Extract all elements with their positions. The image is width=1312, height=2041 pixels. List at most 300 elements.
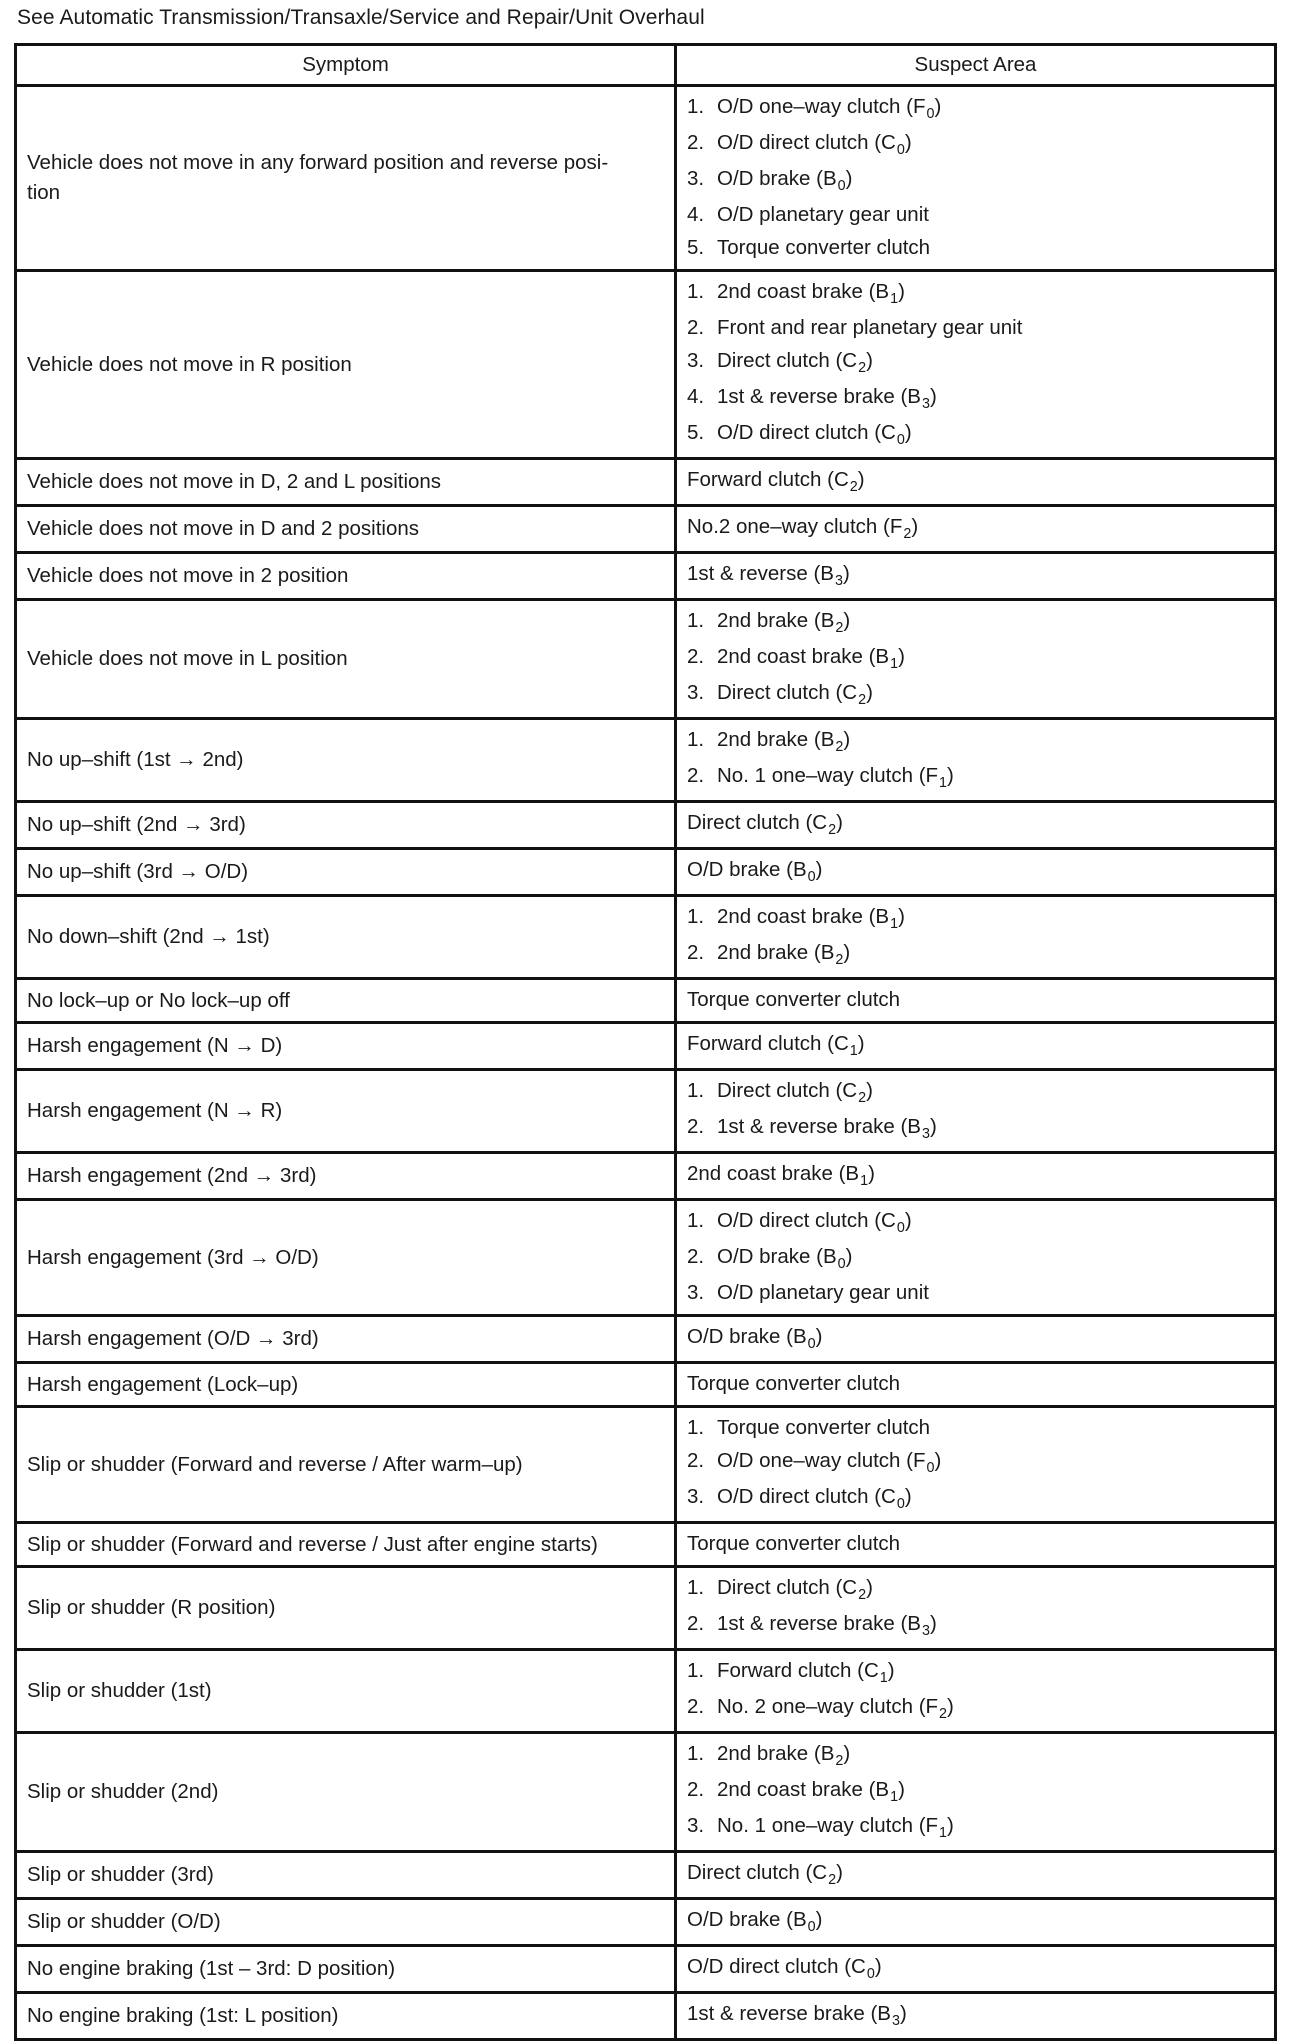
suspect-area-cell [676,271,1276,459]
suspect-text-end: ) [947,1814,954,1837]
symptom-text: Harsh engagement (3rd → O/D) [27,1245,319,1269]
item-number: 1. [687,280,705,303]
item-number: 2. [687,131,705,154]
suspect-area-cell [676,1733,1276,1852]
suspect-text: O/D direct clutch (C [687,1955,866,1978]
suspect-text-end: ) [815,858,823,881]
component-subscript: 0 [896,1220,905,1237]
suspect-item [687,1856,1264,1892]
suspect-item [687,1157,1264,1193]
suspect-text-end: ) [898,645,905,668]
table-row [16,1899,1276,1946]
symptom-cell [16,802,676,849]
component-subscript: 3 [921,1126,930,1143]
component-subscript: 0 [896,432,905,449]
symptom-cell [16,1153,676,1200]
item-number: 4. [687,385,705,408]
suspect-area-cell [676,506,1276,553]
table-row [16,1567,1276,1650]
table-row [16,1733,1276,1852]
table-row [16,1852,1276,1899]
component-subscript: 0 [896,142,905,159]
component-subscript: 0 [807,1336,816,1353]
suspect-text: No. 2 one–way clutch (F [717,1695,939,1718]
suspect-item [687,416,1264,452]
column-header-suspect-area: Suspect Area [676,45,1276,86]
symptom-cell [16,86,676,271]
suspect-item [687,1809,1264,1845]
suspect-area-cell [676,1200,1276,1316]
suspect-text: O/D one–way clutch (F [717,1449,926,1472]
suspect-item [687,1240,1264,1276]
suspect-item [687,275,1264,311]
suspect-area-cell [676,553,1276,600]
table-row [16,1993,1276,2040]
suspect-text-end: ) [911,515,919,538]
suspect-item [687,759,1264,795]
suspect-item [687,1997,1264,2033]
symptom-cell [16,1899,676,1946]
symptom-text: Slip or shudder (1st) [27,1679,212,1702]
suspect-text: 2nd coast brake (B [717,905,890,928]
suspect-text-end: ) [836,1861,843,1884]
table-row [16,600,1276,719]
component-subscript: 2 [828,822,837,839]
item-number: 1. [687,1209,705,1232]
item-number: 4. [687,203,705,226]
symptom-text: Slip or shudder (R position) [27,1596,276,1619]
suspect-text: Direct clutch (C [717,1079,858,1102]
suspect-area-cell [676,719,1276,802]
table-row [16,802,1276,849]
item-number: 1. [687,1659,705,1682]
suspect-text: O/D brake (B [717,167,837,190]
suspect-area-cell [676,600,1276,719]
suspect-item [687,640,1264,676]
symptom-text: Slip or shudder (2nd) [27,1780,219,1803]
suspect-text-end: ) [898,1778,905,1801]
symptom-text: No engine braking (1st – 3rd: D position) [27,1957,396,1980]
suspect-item [687,510,1264,546]
suspect-text: 2nd coast brake (B [717,645,890,668]
item-number: 2. [687,1695,705,1718]
suspect-text: No.2 one–way clutch (F [687,515,903,538]
symptom-cell [16,1650,676,1733]
symptom-text: Slip or shudder (Forward and reverse / After warm–up) [27,1452,523,1476]
suspect-text: 2nd coast brake (B [717,280,890,303]
suspect-text-end: ) [842,562,850,585]
suspect-text-end: ) [904,1209,912,1232]
component-subscript: 0 [807,1919,816,1936]
suspect-text-end: ) [898,280,905,303]
table-row [16,1070,1276,1153]
symptom-cell [16,1523,676,1567]
symptom-cell [16,1363,676,1407]
suspect-text: O/D direct clutch (C [717,1485,896,1508]
suspect-area-cell [676,1650,1276,1733]
suspect-item [687,1737,1264,1773]
suspect-text-end: ) [845,167,853,190]
item-number: 2. [687,645,705,668]
suspect-text: O/D brake (B [687,1325,807,1348]
suspect-area-cell [676,1316,1276,1363]
component-subscript: 1 [890,656,899,673]
suspect-item [687,126,1264,162]
suspect-item [687,90,1264,126]
suspect-text: Direct clutch (C [687,811,828,834]
symptom-text: No up–shift (2nd → 3rd) [27,813,246,836]
suspect-text: Direct clutch (C [717,1576,858,1599]
item-number: 3. [687,1814,705,1837]
column-header-symptom: Symptom [16,45,676,86]
suspect-item [687,1110,1264,1146]
suspect-text: 1st & reverse brake (B [717,385,921,408]
symptom-cell [16,896,676,979]
item-number: 5. [687,421,705,444]
item-number: 3. [687,681,705,704]
item-number: 2. [687,941,705,964]
suspect-text: 2nd brake (B [717,609,835,632]
symptom-text: No up–shift (1st → 2nd) [27,748,244,771]
suspect-item [687,1690,1264,1726]
item-number: 1. [687,1416,705,1439]
suspect-text-end: ) [934,95,942,118]
suspect-item [687,1411,1264,1444]
suspect-text: 2nd coast brake (B [687,1162,860,1185]
symptom-text: Vehicle does not move in L position [27,647,348,670]
suspect-area-cell [676,802,1276,849]
suspect-text: Forward clutch (C [687,468,849,491]
component-subscript: 2 [835,1753,844,1770]
component-subscript: 1 [939,1825,948,1842]
suspect-text: Forward clutch (C [717,1659,879,1682]
table-row [16,86,1276,271]
suspect-text: O/D planetary gear unit [717,1281,929,1304]
component-subscript: 1 [890,1789,899,1806]
symptom-text: No engine braking (1st: L position) [27,2004,339,2027]
table-row [16,849,1276,896]
suspect-text: O/D brake (B [717,1245,837,1268]
suspect-item [687,162,1264,198]
symptom-text: Vehicle does not move in 2 position [27,564,349,587]
item-number: 2. [687,1115,705,1138]
suspect-text: O/D brake (B [687,858,807,881]
component-subscript: 0 [807,869,816,886]
suspect-item [687,1607,1264,1643]
suspect-text: Direct clutch (C [717,681,858,704]
symptom-text: Slip or shudder (O/D) [27,1910,221,1933]
suspect-item [687,604,1264,640]
symptom-text: Vehicle does not move in D, 2 and L positions [27,470,442,493]
table-row [16,553,1276,600]
component-subscript: 1 [890,291,899,308]
table-row [16,506,1276,553]
component-subscript: 3 [921,1623,930,1640]
suspect-item [687,1074,1264,1110]
suspect-text-end: ) [845,1245,853,1268]
suspect-text: 1st & reverse (B [687,562,834,585]
item-number: 1. [687,905,705,928]
suspect-text: Front and rear planetary gear unit [717,316,1023,339]
suspect-text-end: ) [843,1742,851,1765]
item-number: 2. [687,1612,705,1635]
suspect-text-end: ) [866,1079,873,1102]
suspect-text: O/D direct clutch (C [717,1209,896,1232]
table-row [16,1153,1276,1200]
item-number: 2. [687,764,705,787]
item-number: 2. [687,1449,705,1472]
suspect-item [687,853,1264,889]
symptom-cell [16,719,676,802]
suspect-area-cell [676,979,1276,1023]
suspect-text-end: ) [899,2002,907,2025]
symptom-text: Slip or shudder (Forward and reverse / Just after engine starts) [27,1532,598,1556]
component-subscript: 2 [858,1090,867,1107]
suspect-area-cell [676,1946,1276,1993]
suspect-text: 2nd coast brake (B [717,1778,890,1801]
symptom-text: No lock–up or No lock–up off [27,988,290,1012]
table-row [16,1650,1276,1733]
item-number: 1. [687,1742,705,1765]
component-subscript: 2 [858,360,867,377]
symptom-text: Vehicle does not move in R position [27,352,352,376]
suspect-text-end: ) [843,941,851,964]
suspect-item [687,380,1264,416]
symptom-cell [16,1993,676,2040]
suspect-text-end: ) [947,764,954,787]
suspect-text-end: ) [934,1449,942,1472]
suspect-text: O/D planetary gear unit [717,203,929,226]
symptom-text: Harsh engagement (O/D → 3rd) [27,1327,319,1350]
symptom-cell [16,1567,676,1650]
item-number: 1. [687,1576,705,1599]
suspect-item [687,463,1264,499]
suspect-text-end: ) [929,1115,937,1138]
symptom-text: Harsh engagement (N → D) [27,1034,283,1057]
symptom-cell [16,600,676,719]
suspect-item [687,936,1264,972]
suspect-item [687,311,1264,344]
component-subscript: 1 [879,1670,888,1687]
suspect-item [687,1027,1264,1063]
component-subscript: 1 [849,1043,858,1060]
suspect-text: Torque converter clutch [717,1416,931,1439]
suspect-area-cell [676,1567,1276,1650]
suspect-item [687,1320,1264,1356]
suspect-text: O/D direct clutch (C [717,421,896,444]
table-header-row [16,45,1276,86]
suspect-area-cell [676,849,1276,896]
suspect-text: No. 1 one–way clutch (F [717,1814,939,1837]
symptom-text: Harsh engagement (Lock–up) [27,1372,299,1396]
component-subscript: 1 [939,775,948,792]
component-subscript: 2 [828,1872,837,1889]
symptom-cell [16,849,676,896]
suspect-text-end: ) [836,811,843,834]
symptom-text: No up–shift (3rd → O/D) [27,860,249,883]
table-row [16,1316,1276,1363]
suspect-text-end: ) [874,1955,882,1978]
symptom-text: Harsh engagement (2nd → 3rd) [27,1164,317,1187]
suspect-item [687,1444,1264,1480]
symptom-text: Slip or shudder (3rd) [27,1863,214,1886]
symptom-text: Harsh engagement (N → R) [27,1099,283,1122]
suspect-area-cell [676,1070,1276,1153]
suspect-text-end: ) [887,1659,895,1682]
suspect-area-cell [676,1523,1276,1567]
table-row [16,719,1276,802]
table-row [16,1407,1276,1523]
suspect-item [687,806,1264,842]
item-number: 3. [687,1281,705,1304]
suspect-text: 2nd brake (B [717,941,835,964]
table-row [16,1946,1276,1993]
suspect-text: 1st & reverse brake (B [687,2002,891,2025]
symptom-cell [16,1946,676,1993]
item-number: 1. [687,728,705,751]
component-subscript: 2 [835,952,844,969]
suspect-area-cell [676,1023,1276,1070]
suspect-item [687,1276,1264,1309]
suspect-text-end: ) [815,1325,823,1348]
suspect-item [687,723,1264,759]
suspect-item [687,1773,1264,1809]
component-subscript: 0 [837,1256,846,1273]
component-subscript: 1 [890,916,899,933]
component-subscript: 3 [834,573,843,590]
suspect-text: 1st & reverse brake (B [717,1612,921,1635]
suspect-text: O/D one–way clutch (F [717,95,926,118]
item-number: 2. [687,316,705,339]
symptom-text: Vehicle does not move in D and 2 positions [27,517,420,540]
suspect-text-end: ) [947,1695,954,1718]
suspect-text-end: ) [929,1612,937,1635]
symptom-cell [16,1407,676,1523]
suspect-text: O/D brake (B [687,1908,807,1931]
symptom-cell [16,553,676,600]
suspect-area-cell [676,1153,1276,1200]
item-number: 1. [687,1079,705,1102]
suspect-area-cell [676,1407,1276,1523]
reference-note: See Automatic Transmission/Transaxle/Service and Repair/Unit Overhaul [17,6,705,29]
suspect-text-end: ) [904,131,912,154]
symptom-cell [16,1023,676,1070]
table-row [16,1363,1276,1407]
suspect-text: No. 1 one–way clutch (F [717,764,939,787]
item-number: 3. [687,167,705,190]
suspect-item [687,231,1264,264]
suspect-item [687,1950,1264,1986]
suspect-text-end: ) [815,1908,823,1931]
suspect-text-end: ) [866,1576,873,1599]
component-subscript: 2 [939,1706,948,1723]
suspect-area-cell [676,86,1276,271]
table-row [16,1023,1276,1070]
symptom-cell [16,1316,676,1363]
suspect-item [687,1903,1264,1939]
table-row [16,979,1276,1023]
item-number: 3. [687,349,705,372]
suspect-item [687,1480,1264,1516]
suspect-item [687,1571,1264,1607]
symptom-cell [16,1200,676,1316]
suspect-area-cell [676,459,1276,506]
suspect-area-cell [676,1993,1276,2040]
component-subscript: 0 [837,178,846,195]
item-number: 2. [687,1778,705,1801]
suspect-text: Torque converter clutch [687,1372,901,1395]
component-subscript: 3 [891,2013,900,2030]
component-subscript: 0 [926,106,935,123]
suspect-area-cell [676,1363,1276,1407]
suspect-item [687,676,1264,712]
suspect-text: Torque converter clutch [687,1532,901,1555]
component-subscript: 2 [835,620,844,637]
component-subscript: 2 [903,526,912,543]
suspect-text-end: ) [929,385,937,408]
table-row [16,896,1276,979]
suspect-item [687,1204,1264,1240]
suspect-item [687,983,1264,1016]
suspect-text: Direct clutch (C [687,1861,828,1884]
table-row [16,271,1276,459]
component-subscript: 0 [896,1496,905,1513]
suspect-text-end: ) [904,1485,912,1508]
suspect-item [687,557,1264,593]
suspect-area-cell [676,896,1276,979]
symptom-cell [16,271,676,459]
suspect-area-cell [676,1852,1276,1899]
table-row [16,1523,1276,1567]
item-number: 3. [687,1485,705,1508]
item-number: 5. [687,236,705,259]
symptom-text: Vehicle does not move in any forward position and reverse posi- tion [27,151,609,204]
suspect-text-end: ) [857,468,865,491]
suspect-text: 2nd brake (B [717,728,835,751]
symptom-cell [16,1852,676,1899]
suspect-text: Forward clutch (C [687,1032,849,1055]
item-number: 1. [687,609,705,632]
suspect-text-end: ) [843,728,851,751]
suspect-text-end: ) [868,1162,875,1185]
component-subscript: 2 [858,692,867,709]
suspect-text: Torque converter clutch [717,236,931,259]
component-subscript: 3 [921,396,930,413]
symptom-cell [16,459,676,506]
symptom-cell [16,1070,676,1153]
component-subscript: 1 [860,1173,869,1190]
symptom-cell [16,506,676,553]
component-subscript: 0 [866,1966,875,1983]
suspect-area-cell [676,1899,1276,1946]
suspect-text: Direct clutch (C [717,349,858,372]
table-row [16,1200,1276,1316]
suspect-text-end: ) [866,681,873,704]
suspect-text: O/D direct clutch (C [717,131,896,154]
suspect-text-end: ) [904,421,912,444]
suspect-item [687,1367,1264,1400]
suspect-item [687,1527,1264,1560]
diagnosis-table [14,43,1277,2041]
suspect-text-end: ) [866,349,873,372]
symptom-cell [16,979,676,1023]
symptom-text: No down–shift (2nd → 1st) [27,925,270,948]
suspect-text-end: ) [898,905,905,928]
suspect-item [687,1654,1264,1690]
suspect-item [687,344,1264,380]
table-row [16,459,1276,506]
item-number: 1. [687,95,705,118]
